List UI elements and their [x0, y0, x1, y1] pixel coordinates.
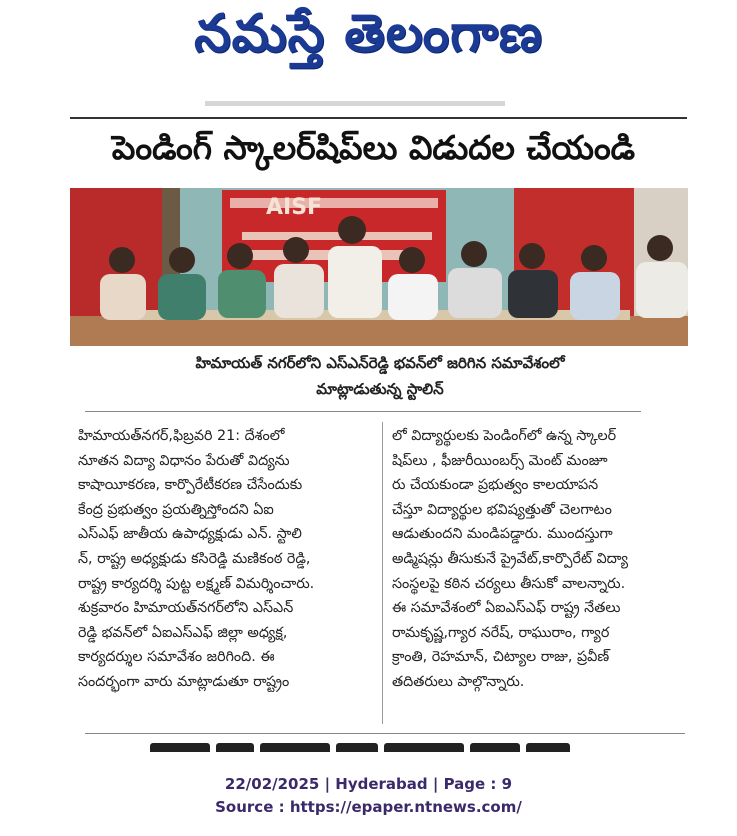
body-line: అడ్మిషన్లు తీసుకునే ప్రైవేట్,కార్పొరేట్ విద్యా: [392, 550, 629, 567]
bottom-rule: [85, 733, 685, 734]
article-body-right-column: [392, 424, 688, 695]
body-line: ఎస్ఎఫ్ జాతీయ ఉపాధ్యక్షుడు ఎన్. స్టాలి: [78, 526, 302, 543]
body-line: న్, రాష్ట్ర అధ్యక్షుడు కసిరెడ్డి మణికంఠ రెడ్డి,: [78, 550, 311, 567]
banner-text: AISF: [266, 195, 323, 220]
masthead-logo: [0, 4, 737, 76]
cropped-next-headline: [150, 740, 590, 752]
body-line: నూతన విద్యా విధానం పేరుతో విద్యను: [78, 452, 290, 469]
body-line: తదితరులు పాల్గొన్నారు.: [392, 673, 525, 690]
body-line: హిమాయత్‌నగర్,ఫిబ్రవరి 21: దేశంలో: [78, 428, 285, 444]
caption-line: హిమాయత్ నగర్‌లోని ఎస్ఎన్‌రెడ్డి భవన్‌లో జరిగిన సమావేశంలో: [195, 354, 565, 372]
body-line: రెడ్డి భవన్‌లో ఏఐఎస్ఎఫ్ జిల్లా అధ్యక్ష,: [78, 624, 288, 641]
body-line: సందర్భంగా వారు మాట్లాడుతూ రాష్ట్రం: [78, 673, 290, 690]
body-line: ఆడుతుందని మండిపడ్డారు. ముందస్తుగా: [392, 526, 613, 543]
article-headline: పెండింగ్ స్కాలర్‌షిప్‌లు విడుదల చేయండి: [111, 128, 636, 167]
footer-date-page: 22/02/2025 | Hyderabad | Page : 9: [224, 775, 513, 793]
body-line: కార్యదర్శుల సమావేశం జరిగింది. ఈ: [78, 649, 275, 666]
caption-divider: [85, 411, 641, 412]
body-line: లో విద్యార్థులకు పెండింగ్‌లో ఉన్న స్కాలర్: [392, 428, 617, 444]
body-line: శుక్రవారం హిమాయత్‌నగర్‌లోని ఎస్ఎన్: [78, 600, 294, 617]
masthead-logo-text: నమస్తే తెలంగాణ: [194, 4, 543, 64]
body-line: ఈ సమావేశంలో ఏఐఎస్ఎఫ్ రాష్ట్ర నేతలు: [392, 600, 621, 617]
body-line: కేంద్ర ప్రభుత్వం ప్రయత్నిస్తోందని ఏఐ: [78, 501, 274, 518]
body-line: రు చేయకుండా ప్రభుత్వం కాలయాపన: [392, 477, 599, 494]
caption-line: మాట్లాడుతున్న స్టాలిన్: [316, 380, 444, 398]
body-line: క్రాంతి, రెహమాన్, చిట్యాల రాజు, ప్రవీణ్: [392, 649, 610, 666]
body-line: రామకృష్ణ,గ్యార నరేష్, రాఘురాం, గ్యార: [392, 624, 610, 641]
column-divider: [382, 422, 383, 724]
headline-top-rule: [70, 117, 687, 119]
footer-source: Source : https://epaper.ntnews.com/: [215, 798, 522, 816]
article-body-left-column: [78, 424, 374, 695]
masthead-underline: [205, 101, 505, 106]
photo-caption: [85, 350, 675, 402]
body-line: షిప్‌లు , ఫీజురీయింబర్స్ మెంట్ మంజూ: [392, 452, 608, 469]
body-line: కాషాయీకరణ, కార్పొరేటీకరణ చేసేందుకు: [78, 477, 303, 494]
meeting-photo-illustration: [70, 188, 688, 346]
article-photo: [70, 188, 688, 346]
body-line: రాష్ట్ర కార్యదర్శి పుట్ట లక్ష్మణ్ విమర్శించారు.: [78, 575, 315, 592]
body-line: సంస్థలపై కఠిన చర్యలు తీసుకో వాలన్నారు.: [392, 575, 626, 592]
body-line: చేస్తూ విద్యార్థుల భవిష్యత్తుతో చెలగాటం: [392, 501, 612, 518]
